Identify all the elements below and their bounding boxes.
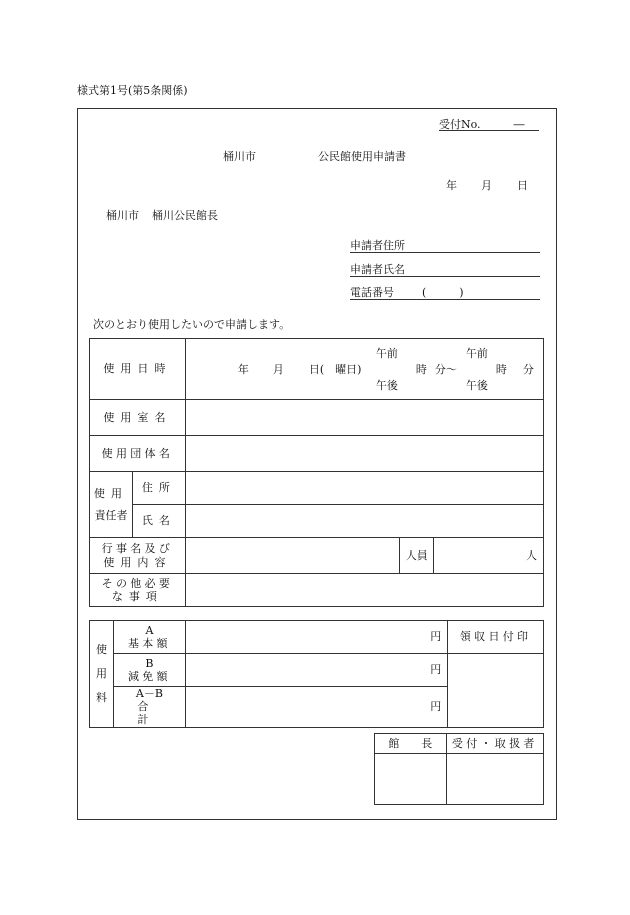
room-label: 使用室名	[90, 400, 186, 436]
fee-label	[90, 621, 114, 728]
responsible-label-1: 使用	[93, 486, 129, 500]
stamp-label: 領収日付印	[448, 621, 544, 654]
event-label-2: 使用内容	[103, 555, 172, 569]
receipt-number[interactable]: 受付No. ―	[439, 118, 525, 131]
fee-char-3: 料	[95, 690, 107, 704]
total-label	[113, 687, 185, 728]
page-title: 公民館使用申請書	[318, 150, 406, 163]
start-am: 午前	[375, 347, 398, 360]
yen-total: 円	[430, 700, 442, 714]
reduction-label	[113, 654, 185, 687]
responsible-name-label: 氏名	[132, 505, 185, 538]
receipt-underline	[439, 130, 539, 131]
group-label: 使用団体名	[90, 436, 186, 472]
applicant-name-field[interactable]	[350, 276, 540, 277]
other-label-2: な事項	[111, 590, 163, 603]
responsible-address-label: 住所	[132, 472, 185, 505]
end-am: 午前	[465, 347, 488, 360]
other-label-1: その他必要	[101, 576, 174, 590]
total-text: 合計	[137, 700, 173, 727]
a-letter: A	[145, 623, 154, 637]
stamp-area[interactable]	[448, 654, 544, 728]
applicant-address-field[interactable]	[350, 252, 540, 253]
form-number: 様式第1号(第5条関係)	[77, 84, 188, 97]
applicant-name-label: 申請者氏名	[350, 263, 405, 276]
intro-text: 次のとおり使用したいので申請します。	[93, 318, 291, 331]
datetime-label: 使用日時	[90, 339, 186, 400]
dt-day-weekday: 日( 曜日)	[308, 363, 362, 376]
receiver-label: 受付・取扱者	[446, 734, 543, 754]
usage-table	[89, 338, 544, 607]
title-city: 桶川市	[223, 150, 256, 163]
end-hour: 時	[495, 363, 507, 376]
fee-char-1: 使	[95, 642, 107, 656]
headcount-label: 人員	[400, 538, 434, 574]
yen-b: 円	[430, 663, 442, 677]
fee-char-2: 用	[95, 666, 107, 680]
base-fee-text: 基本額	[127, 637, 171, 650]
yen-a: 円	[430, 630, 442, 644]
responsible-address-field[interactable]	[185, 472, 543, 505]
addressee-city: 桶川市	[106, 209, 139, 222]
datetime-field[interactable]	[185, 339, 543, 400]
other-label	[90, 574, 186, 607]
event-label	[90, 538, 186, 574]
date-month: 月	[481, 179, 492, 192]
fee-table	[89, 620, 544, 728]
addressee-name: 桶川公民館長	[152, 209, 218, 222]
director-label: 館 長	[375, 734, 447, 754]
start-hour: 時	[415, 363, 427, 376]
ab-letter: A－B	[135, 687, 163, 700]
approval-table	[374, 733, 544, 805]
event-label-1: 行事名及び	[101, 542, 174, 556]
headcount-field[interactable]	[434, 538, 544, 574]
reduction-text: 減免額	[127, 670, 171, 683]
event-field[interactable]	[185, 538, 399, 574]
person-unit: 人	[526, 548, 537, 562]
start-min: 分～	[434, 363, 457, 376]
base-fee-field[interactable]	[185, 621, 447, 654]
end-min: 分	[522, 363, 534, 376]
total-field[interactable]	[185, 687, 447, 728]
responsible-label	[90, 472, 133, 538]
responsible-name-field[interactable]	[185, 505, 543, 538]
base-fee-label	[113, 621, 185, 654]
phone-field[interactable]	[350, 299, 540, 300]
start-pm: 午後	[375, 379, 398, 392]
receiver-stamp-field[interactable]	[446, 754, 543, 805]
responsible-label-2: 責任者	[94, 508, 128, 522]
b-letter: B	[145, 656, 154, 670]
date-day: 日	[517, 179, 528, 192]
applicant-address-label: 申請者住所	[350, 239, 405, 252]
end-pm: 午後	[465, 379, 488, 392]
dt-year: 年	[237, 363, 249, 376]
director-stamp-field[interactable]	[375, 754, 447, 805]
phone-label: 電話番号	[350, 286, 394, 299]
reduction-field[interactable]	[185, 654, 447, 687]
room-field[interactable]	[185, 400, 543, 436]
group-field[interactable]	[185, 436, 543, 472]
dt-month: 月	[272, 363, 284, 376]
other-field[interactable]	[185, 574, 543, 607]
phone-parens[interactable]: ( )	[422, 286, 464, 299]
date-year: 年	[446, 179, 457, 192]
